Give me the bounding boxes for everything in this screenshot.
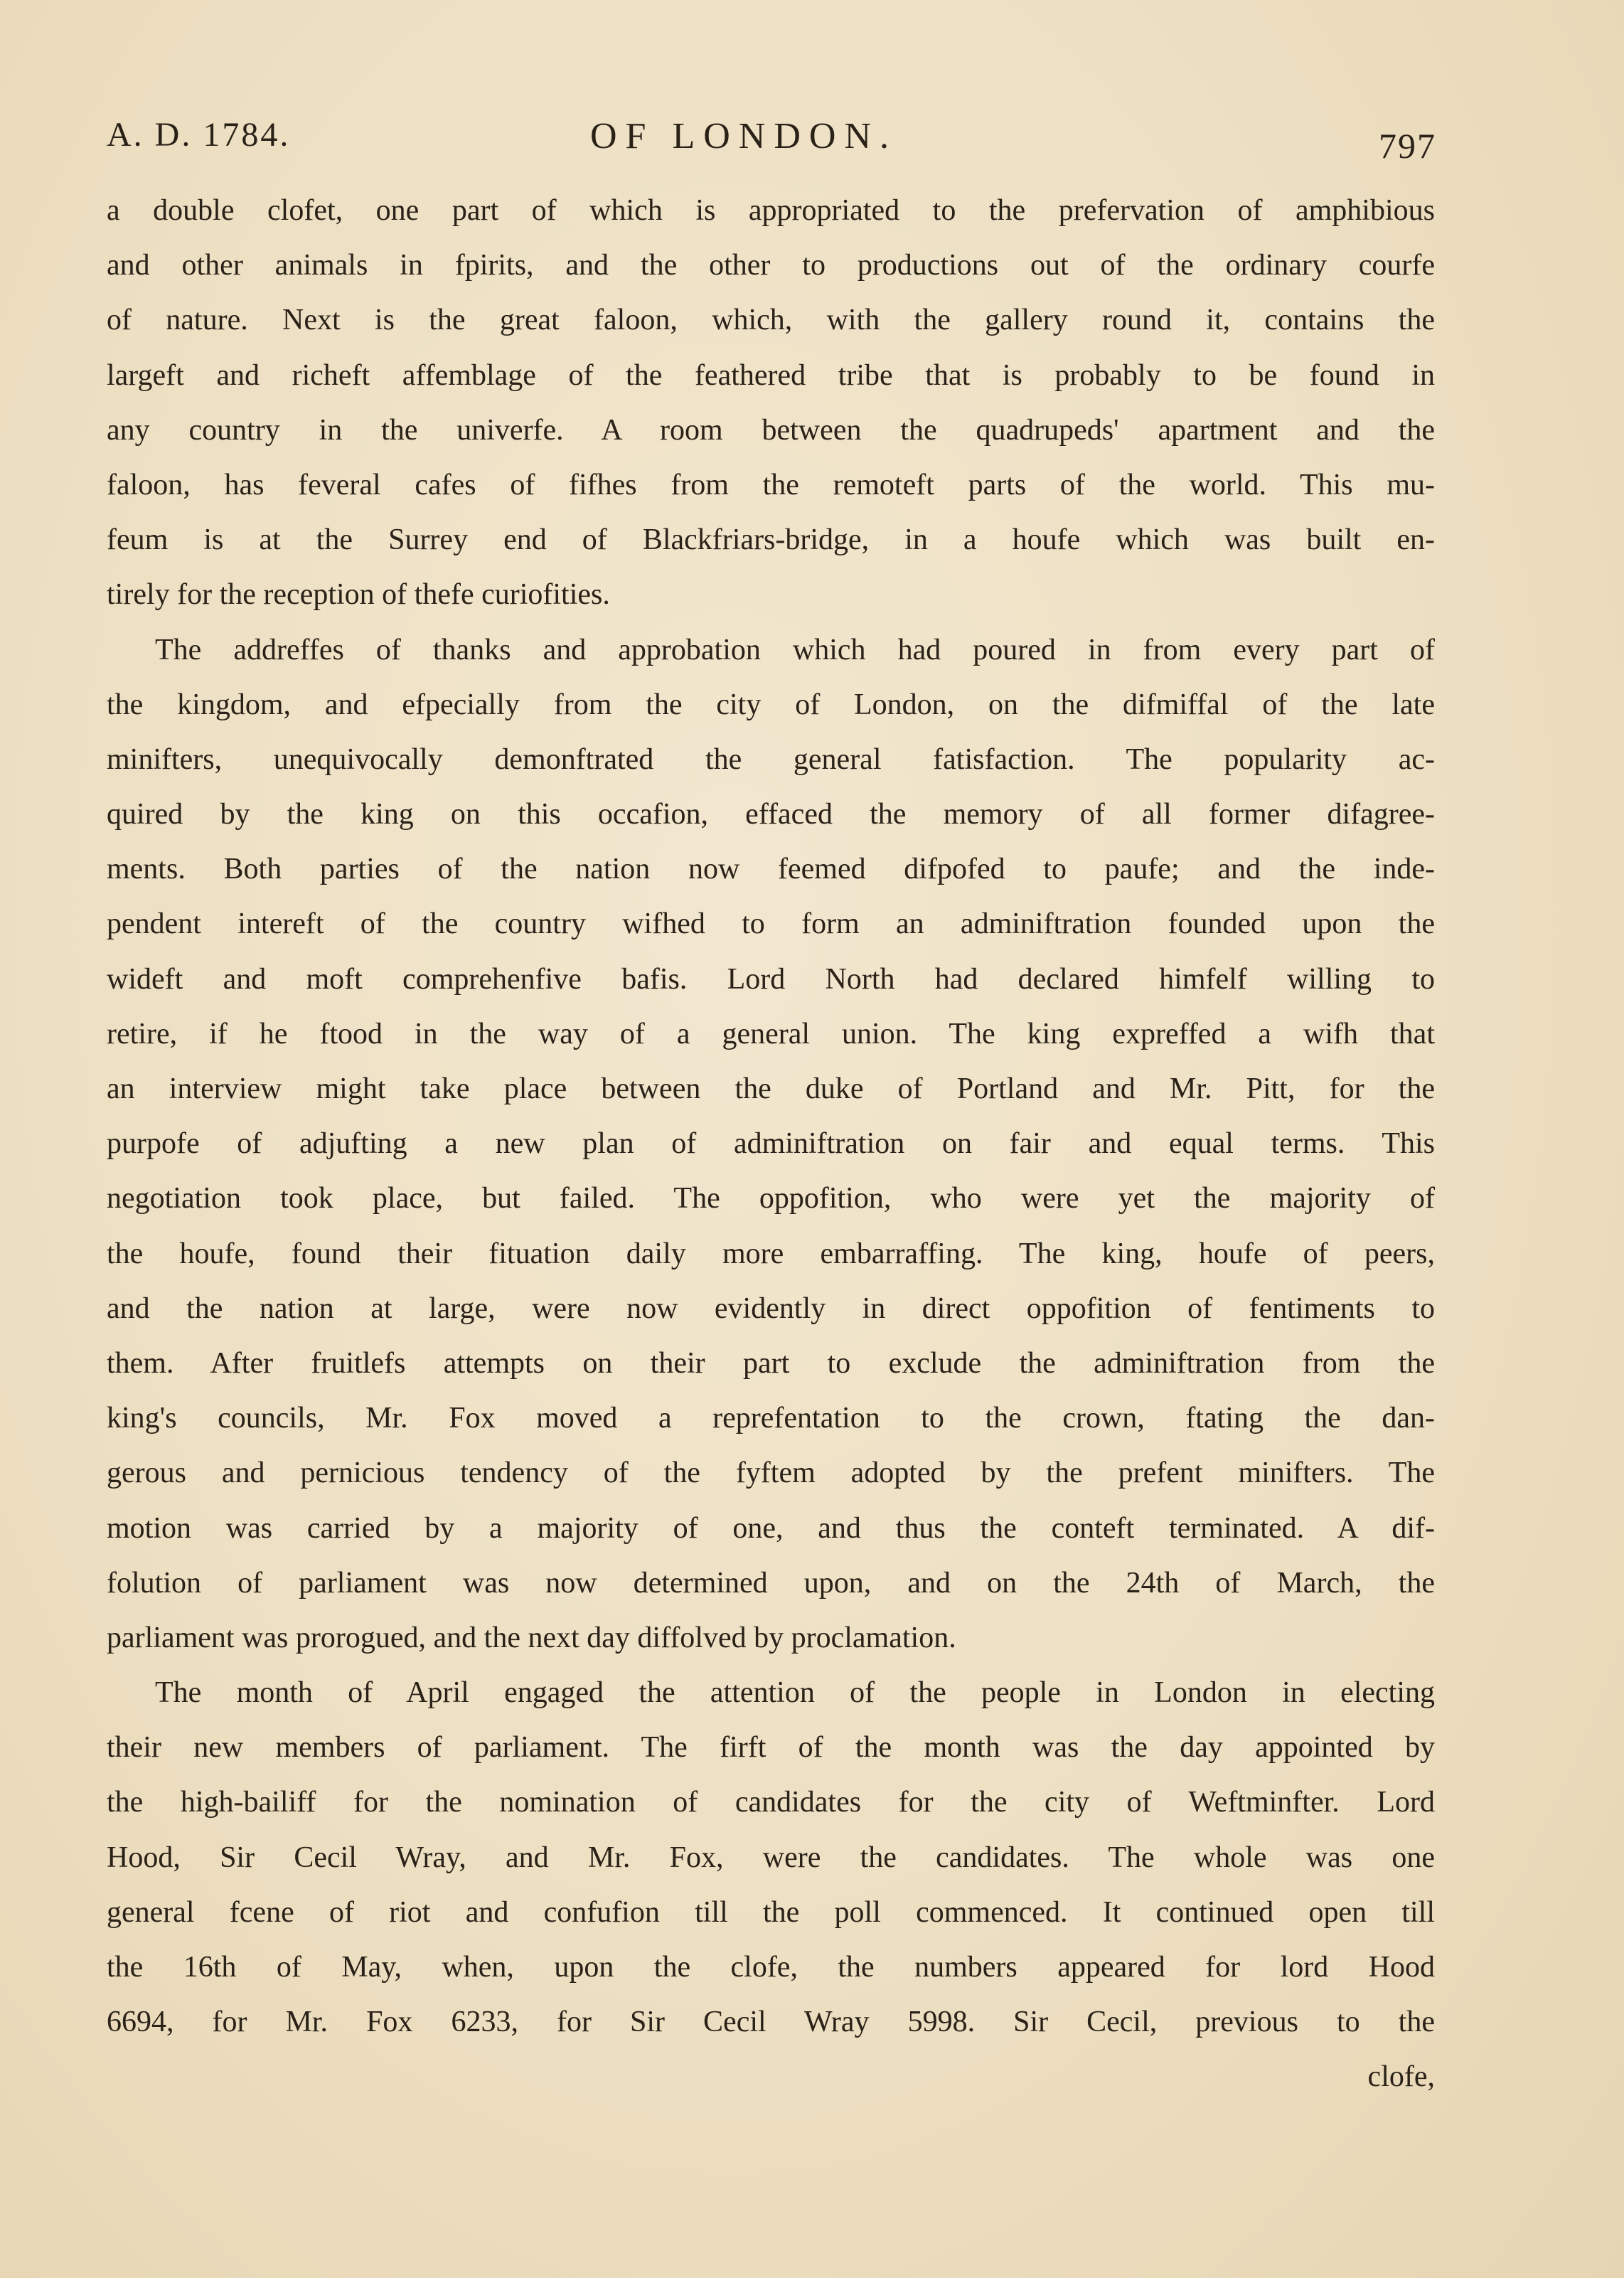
- text-line: minifters, unequivocally demonftrated the general fatisfaction. The popularity ac-: [107, 743, 1435, 776]
- text-line: retire, if he ftood in the way of a general union. The king expreffed a wifh that: [107, 1017, 1435, 1050]
- text-line: gerous and pernicious tendency of the fyftem adopted by the prefent minifters. The: [107, 1457, 1435, 1490]
- text-line: pendent intereft of the country wifhed to form an adminiftration founded upon the: [107, 908, 1435, 941]
- text-line: and the nation at large, were now evidently in direct oppofition of fentiments to: [107, 1292, 1435, 1325]
- text-line: motion was carried by a majority of one, and thus the conteft terminated. A dif-: [107, 1511, 1435, 1545]
- text-line: 6694, for Mr. Fox 6233, for Sir Cecil Wray 5998. Sir Cecil, previous to the: [107, 2006, 1435, 2039]
- text-line: and other animals in fpirits, and the other to productions out of the ordinary courfe: [107, 249, 1435, 282]
- text-line: them. After fruitlefs attempts on their part to exclude the adminiftration from the: [107, 1346, 1435, 1380]
- text-line: purpofe of adjufting a new plan of adminiftration on fair and equal terms. This: [107, 1127, 1435, 1161]
- text-line: quired by the king on this occafion, effaced the memory of all former difagree-: [107, 798, 1435, 831]
- text-line: wideft and moft comprehenfive bafis. Lord North had declared himfelf willing to: [107, 962, 1435, 996]
- catchword: clofe,: [1367, 2060, 1435, 2094]
- text-line: king's councils, Mr. Fox moved a reprefentation to the crown, ftating the dan-: [107, 1402, 1435, 1435]
- text-line: their new members of parliament. The firft of the month was the day appointed by: [107, 1731, 1435, 1765]
- text-line: any country in the univerfe. A room between the quadrupeds' apartment and the: [107, 413, 1435, 447]
- page-number: 797: [1379, 126, 1436, 166]
- paragraph-start-line: The addreffes of thanks and approbation which had poured in from every part of: [155, 633, 1435, 666]
- text-line: negotiation took place, but failed. The oppofition, who were yet the majority of: [107, 1182, 1435, 1215]
- running-date: A. D. 1784.: [107, 116, 291, 154]
- text-line: of nature. Next is the great faloon, which, with the gallery round it, contains the: [107, 304, 1435, 337]
- text-line: the houfe, found their fituation daily more embarraffing. The king, houfe of peers,: [107, 1237, 1435, 1270]
- text-line: the 16th of May, when, upon the clofe, the numbers appeared for lord Hood: [107, 1951, 1435, 1984]
- text-line: a double clofet, one part of which is appropriated to the prefervation of amphibious: [107, 194, 1435, 227]
- text-line: Hood, Sir Cecil Wray, and Mr. Fox, were the candidates. The whole was one: [107, 1841, 1435, 1874]
- running-header: [107, 115, 1436, 165]
- text-line: largeft and richeft affemblage of the feathered tribe that is probably to be found in: [107, 358, 1435, 392]
- text-line: the kingdom, and efpecially from the city of London, on the difmiffal of the late: [107, 688, 1435, 721]
- paragraph-start-line: The month of April engaged the attention of the people in London in electing: [155, 1676, 1435, 1710]
- text-line: folution of parliament was now determined upon, and on the 24th of March, the: [107, 1566, 1435, 1600]
- text-line: tirely for the reception of thefe curiofities.: [107, 578, 610, 612]
- text-line: feum is at the Surrey end of Blackfriars-bridge, in a houfe which was built en-: [107, 523, 1435, 557]
- text-line: an interview might take place between the duke of Portland and Mr. Pitt, for the: [107, 1073, 1435, 1105]
- running-title: OF LONDON.: [590, 116, 897, 156]
- body-text: [107, 183, 1435, 2105]
- text-line: parliament was prorogued, and the next day diffolved by proclamation.: [107, 1621, 956, 1654]
- text-line: the high-bailiff for the nomination of candidates for the city of Weftminfter. Lord: [107, 1786, 1435, 1819]
- text-line: general fcene of riot and confufion till the poll commenced. It continued open till: [107, 1895, 1435, 1929]
- text-line: ments. Both parties of the nation now feemed difpofed to paufe; and the inde-: [107, 853, 1435, 886]
- text-line: faloon, has feveral cafes of fifhes from the remoteft parts of the world. This mu-: [107, 468, 1435, 501]
